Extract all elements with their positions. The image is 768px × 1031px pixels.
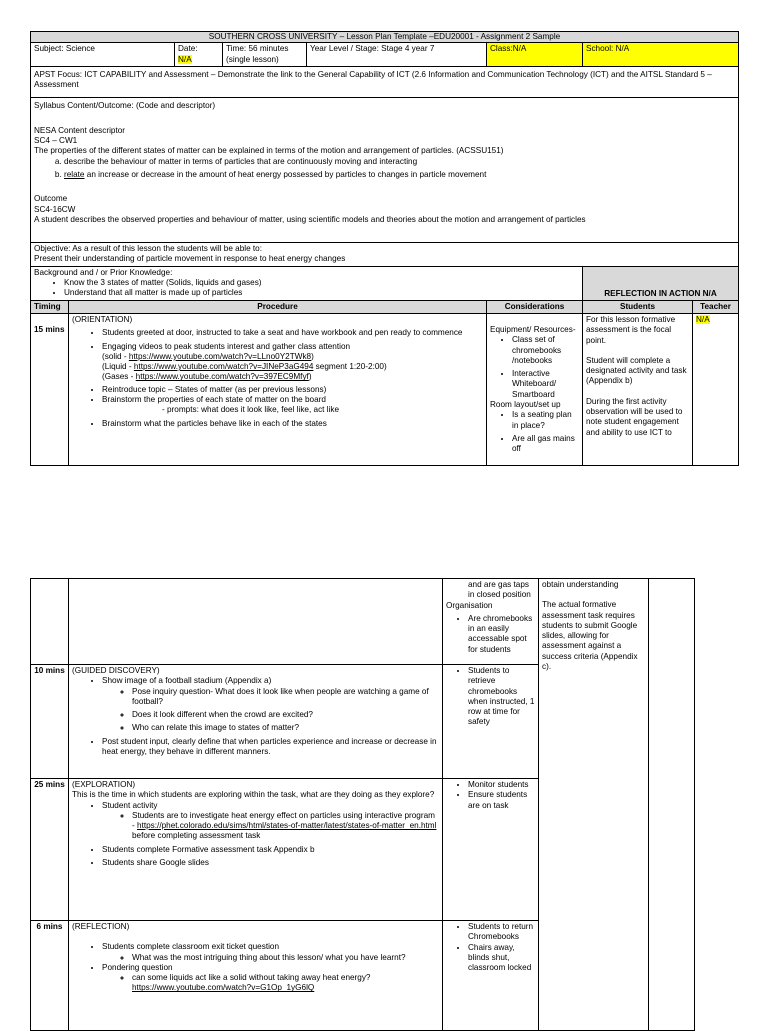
date-value: N/A xyxy=(178,54,192,64)
considerations-continued: and are gas taps in closed position Organisation • Are chromebooks in an easily accessable spot for students xyxy=(443,579,539,665)
content-points xyxy=(34,157,735,181)
timing-header: Timing xyxy=(31,300,69,313)
class-cell: Class:N/A xyxy=(487,43,583,67)
youtube-link-reflection[interactable]: https://www.youtube.com/watch?v=G1Op_1yG6lQ xyxy=(132,983,315,993)
reflection-heading: REFLECTION IN ACTION N/A xyxy=(583,266,739,300)
phet-simulation-link[interactable]: https://phet.colorado.edu/sims/html/states-of-matter/latest/states-of-matter_en.html xyxy=(137,821,437,831)
timing-reflection: 6 mins xyxy=(31,921,69,1031)
considerations-orientation: Equipment/ Resources- • Class set of chromebooks /notebooks • Interactive Whiteboard/ Smartboard Room layout/set up • Is a seating plan in place? • Are all gas mains off xyxy=(487,313,583,465)
lesson-plan-page-1 xyxy=(30,31,738,466)
time-cell: Time: 56 minutes (single lesson) xyxy=(223,43,307,67)
video-link-liquid[interactable]: https://www.youtube.com/watch?v=JINeP3aG494 xyxy=(133,362,314,372)
lesson-plan-table-continued xyxy=(30,578,739,1031)
considerations-reflection: • Students to return Chromebooks • Chairs away, blinds shut, classroom locked xyxy=(443,921,539,1031)
teacher-reflection: N/A xyxy=(693,313,739,465)
timing-guided-discovery: 10 mins xyxy=(31,665,69,779)
students-reflection-continued: obtain understanding The actual formative assessment task requires students to submit Google slides, allowing for assessment against a success criteria (Appendix c). xyxy=(539,579,649,1031)
apst-focus: APST Focus: ICT CAPABILITY and Assessment – Demonstrate the link to the General Capability of ICT (2.6 Information and Communication Technology (ICT) and the AITSL Standard 5 – Assessment xyxy=(31,66,739,98)
procedure-guided-discovery: (GUIDED DISCOVERY) • Show image of a football stadium (Appendix a) ◦ Pose inquiry question- What does it look like when people are watching a game of football? ◦ Does it look different when the crowd are excited? ◦ Who can relate this image to states of matter? • Post student input, clearly define that when particles experience and increase or decrease in heat energy, they behave in different manners. xyxy=(69,665,443,779)
background-item: • Understand that all matter is made up of particles xyxy=(64,288,579,298)
background-section xyxy=(31,266,583,300)
students-header: Students xyxy=(583,300,693,313)
procedure-reflection: (REFLECTION) • Students complete classroom exit ticket question ◦ What was the most intriguing thing about this lesson/ what you have learnt? • Pondering question ◦ can some liquids act like a solid without taking away heat energy? https://www.youtube.com/watch?v=G1Op_1yG6lQ xyxy=(69,921,443,1031)
lesson-plan-table xyxy=(30,31,739,466)
date-cell: Date: N/A xyxy=(175,43,223,67)
considerations-header: Considerations xyxy=(487,300,583,313)
procedure-header: Procedure xyxy=(69,300,487,313)
video-link-gases[interactable]: https://www.youtube.com/watch?v=397EC9Mfyf xyxy=(135,372,309,382)
outcome-code: SC4-16CW xyxy=(34,204,76,214)
document-title: SOUTHERN CROSS UNIVERSITY – Lesson Plan Template –EDU20001 - Assignment 2 Sample xyxy=(31,32,739,43)
students-reflection: For this lesson formative assessment is the focal point. Student will complete a designated activity and task (Appendix b) During the first activity observation will be used to note student engagement and ability to use ICT to xyxy=(583,313,693,465)
content-code: SC4 – CW1 xyxy=(34,136,78,146)
school-cell: School: N/A xyxy=(583,43,739,67)
timing-exploration: 25 mins xyxy=(31,779,69,921)
video-link-solid[interactable]: https://www.youtube.com/watch?v=LLno0Y2TWk8 xyxy=(128,351,312,361)
procedure-exploration: (EXPLORATION) This is the time in which students are exploring within the task, what are they doing as they explore? • Student activity ◦ Students are to investigate heat energy effect on particles using interactive program - https://phet.colorado.edu/sims/html/states-of-matter/latest/states-of-matter_en.html before completing assessment task • Students complete Formative assessment task Appendix b • Students share Google slides xyxy=(69,779,443,921)
considerations-guided-discovery: • Students to retrieve chromebooks when instructed, 1 row at time for safety xyxy=(443,665,539,779)
outcome-text: A student describes the observed properties and behaviour of matter, using scientific models and theories about the motion and arrangement of particles xyxy=(34,214,586,224)
content-point-b: b. relate an increase or decrease in the amount of heat energy possessed by particles to changes in particle movement xyxy=(64,170,735,180)
background-item: • Know the 3 states of matter (Solids, liquids and gases) xyxy=(64,278,579,288)
teacher-header: Teacher xyxy=(693,300,739,313)
timing-orientation: 15 mins xyxy=(31,313,69,465)
background-list xyxy=(34,278,579,299)
considerations-exploration: • Monitor students • Ensure students are on task xyxy=(443,779,539,921)
outcome-label: Outcome xyxy=(34,194,68,204)
lesson-plan-page-2 xyxy=(30,578,738,1031)
background-heading: Background and / or Prior Knowledge: xyxy=(34,267,173,277)
syllabus-heading: Syllabus Content/Outcome: (Code and descriptor) xyxy=(34,101,216,111)
procedure-orientation: (ORIENTATION) • Students greeted at door, instructed to take a seat and have workbook and pen ready to commence • Engaging videos to peak students interest and gather class attention (solid - https://www.youtube.com/watch?v=LLno0Y2TWk8) (Liquid - https://www.youtube.com/watch?v=JINeP3aG494 segment 1:20-2:00) (Gases - https://www.youtube.com/watch?v=397EC9Mfyf) • Reintroduce topic – States of matter (as per previous lessons) • Brainstorm the properties of each state of matter on the board - prompts: what does it look like, feel like, act like • Brainstorm what the particles behave like in each of the states xyxy=(69,313,487,465)
objective-section: Objective: As a result of this lesson the students will be able to: Present their understanding of particle movement in response to heat energy changes xyxy=(31,243,739,267)
syllabus-section xyxy=(31,98,739,243)
year-level-cell: Year Level / Stage: Stage 4 year 7 xyxy=(307,43,487,67)
subject-cell: Subject: Science xyxy=(31,43,175,67)
content-statement: The properties of the different states of matter can be explained in terms of the motion and arrangement of particles. (ACSSU151) xyxy=(34,146,504,156)
content-point-a: a. describe the behaviour of matter in terms of particles that are continuously moving and interacting xyxy=(64,157,735,167)
nesa-label: NESA Content descriptor xyxy=(34,125,126,135)
teacher-reflection-continued xyxy=(649,579,695,1031)
